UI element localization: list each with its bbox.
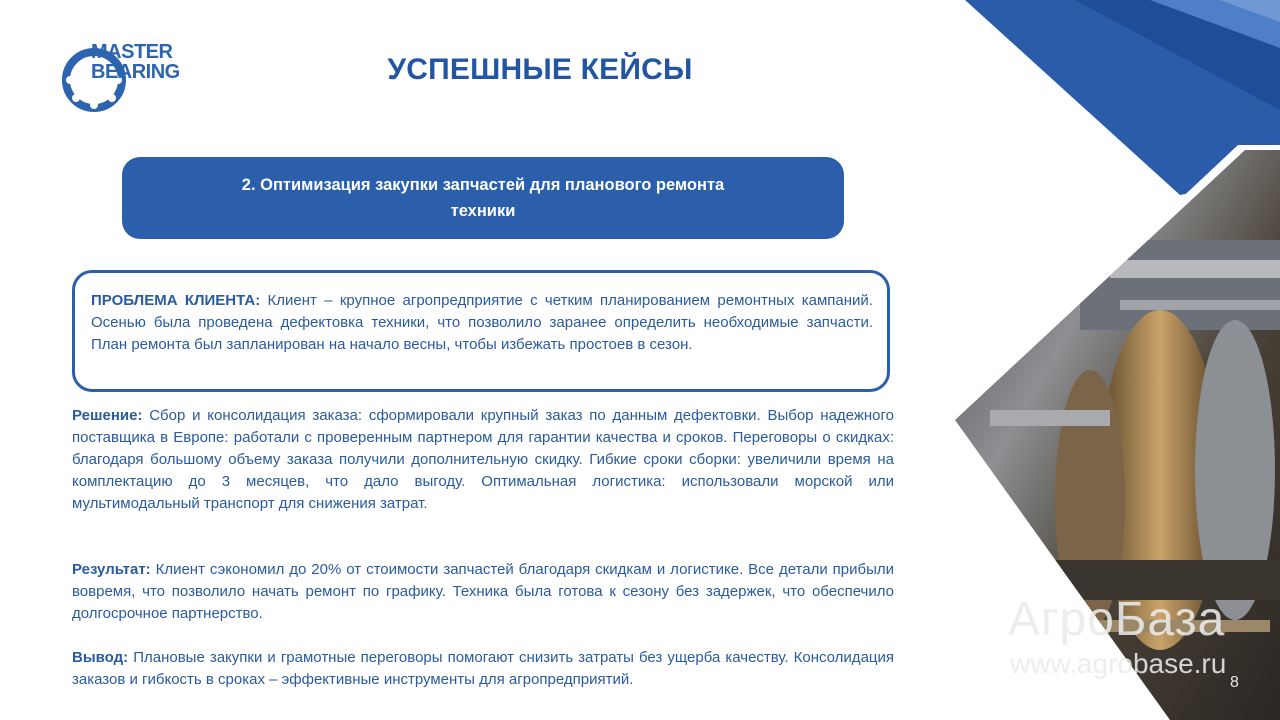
- conclusion-text: Плановые закупки и грамотные переговоры помогают снизить затраты без ущерба качеству. Консолидация заказов и гибкость в сроках – эффективные инструменты для агропредприятий.: [72, 649, 894, 688]
- watermark-name: АгроБаза: [1008, 593, 1226, 646]
- logo-text-master: MASTER: [91, 41, 173, 63]
- case-title-banner: [122, 157, 844, 239]
- solution-paragraph: [72, 405, 894, 515]
- result-paragraph: [72, 559, 894, 625]
- watermark-url: www.agrobase.ru: [1010, 648, 1227, 679]
- solution-label: Решение:: [72, 407, 143, 424]
- problem-text: Клиент – крупное агропредприятие с четким планированием ремонтных кампаний. Осенью была проведена дефектовка техники, что позволило заранее определить необходимые запчасти. План ремонта был запланирован на начало весны, чтобы избежать простоев в сезон.: [91, 292, 873, 353]
- problem-label: ПРОБЛЕМА КЛИЕНТА:: [91, 292, 261, 309]
- result-label: Результат:: [72, 561, 151, 578]
- page-number: 8: [1230, 674, 1239, 691]
- result-text: Клиент сэкономил до 20% от стоимости запчастей благодаря скидкам и логистике. Все детали прибыли вовремя, что позволило начать ремонт по графику. Техника была готова к сезону без задержек, что обеспечило долгосрочное партнерство.: [72, 561, 894, 622]
- conclusion-label: Вывод:: [72, 649, 129, 666]
- company-logo: [58, 42, 208, 114]
- logo-text-bearing: BEARING: [91, 61, 180, 83]
- case-title: 2. Оптимизация закупки запчастей для планового ремонта техники: [241, 176, 725, 220]
- page-title: УСПЕШНЫЕ КЕЙСЫ: [387, 53, 693, 86]
- conclusion-paragraph: [72, 647, 894, 691]
- solution-text: Сбор и консолидация заказа: сформировали крупный заказ по данным дефектовки. Выбор надежного поставщика в Европе: работали с проверенным партнером для гарантии качества и сроков. Переговоры о скидках: благодаря большому объему заказа получили дополнительную скидку. Гибкие сроки сборки: увеличили время на комплектацию до 3 месяцев, что дало выгоду. Оптимальная логистика: использовали морской или мультимодальный транспорт для снижения затрат.: [72, 407, 894, 512]
- client-problem-box: [72, 270, 890, 392]
